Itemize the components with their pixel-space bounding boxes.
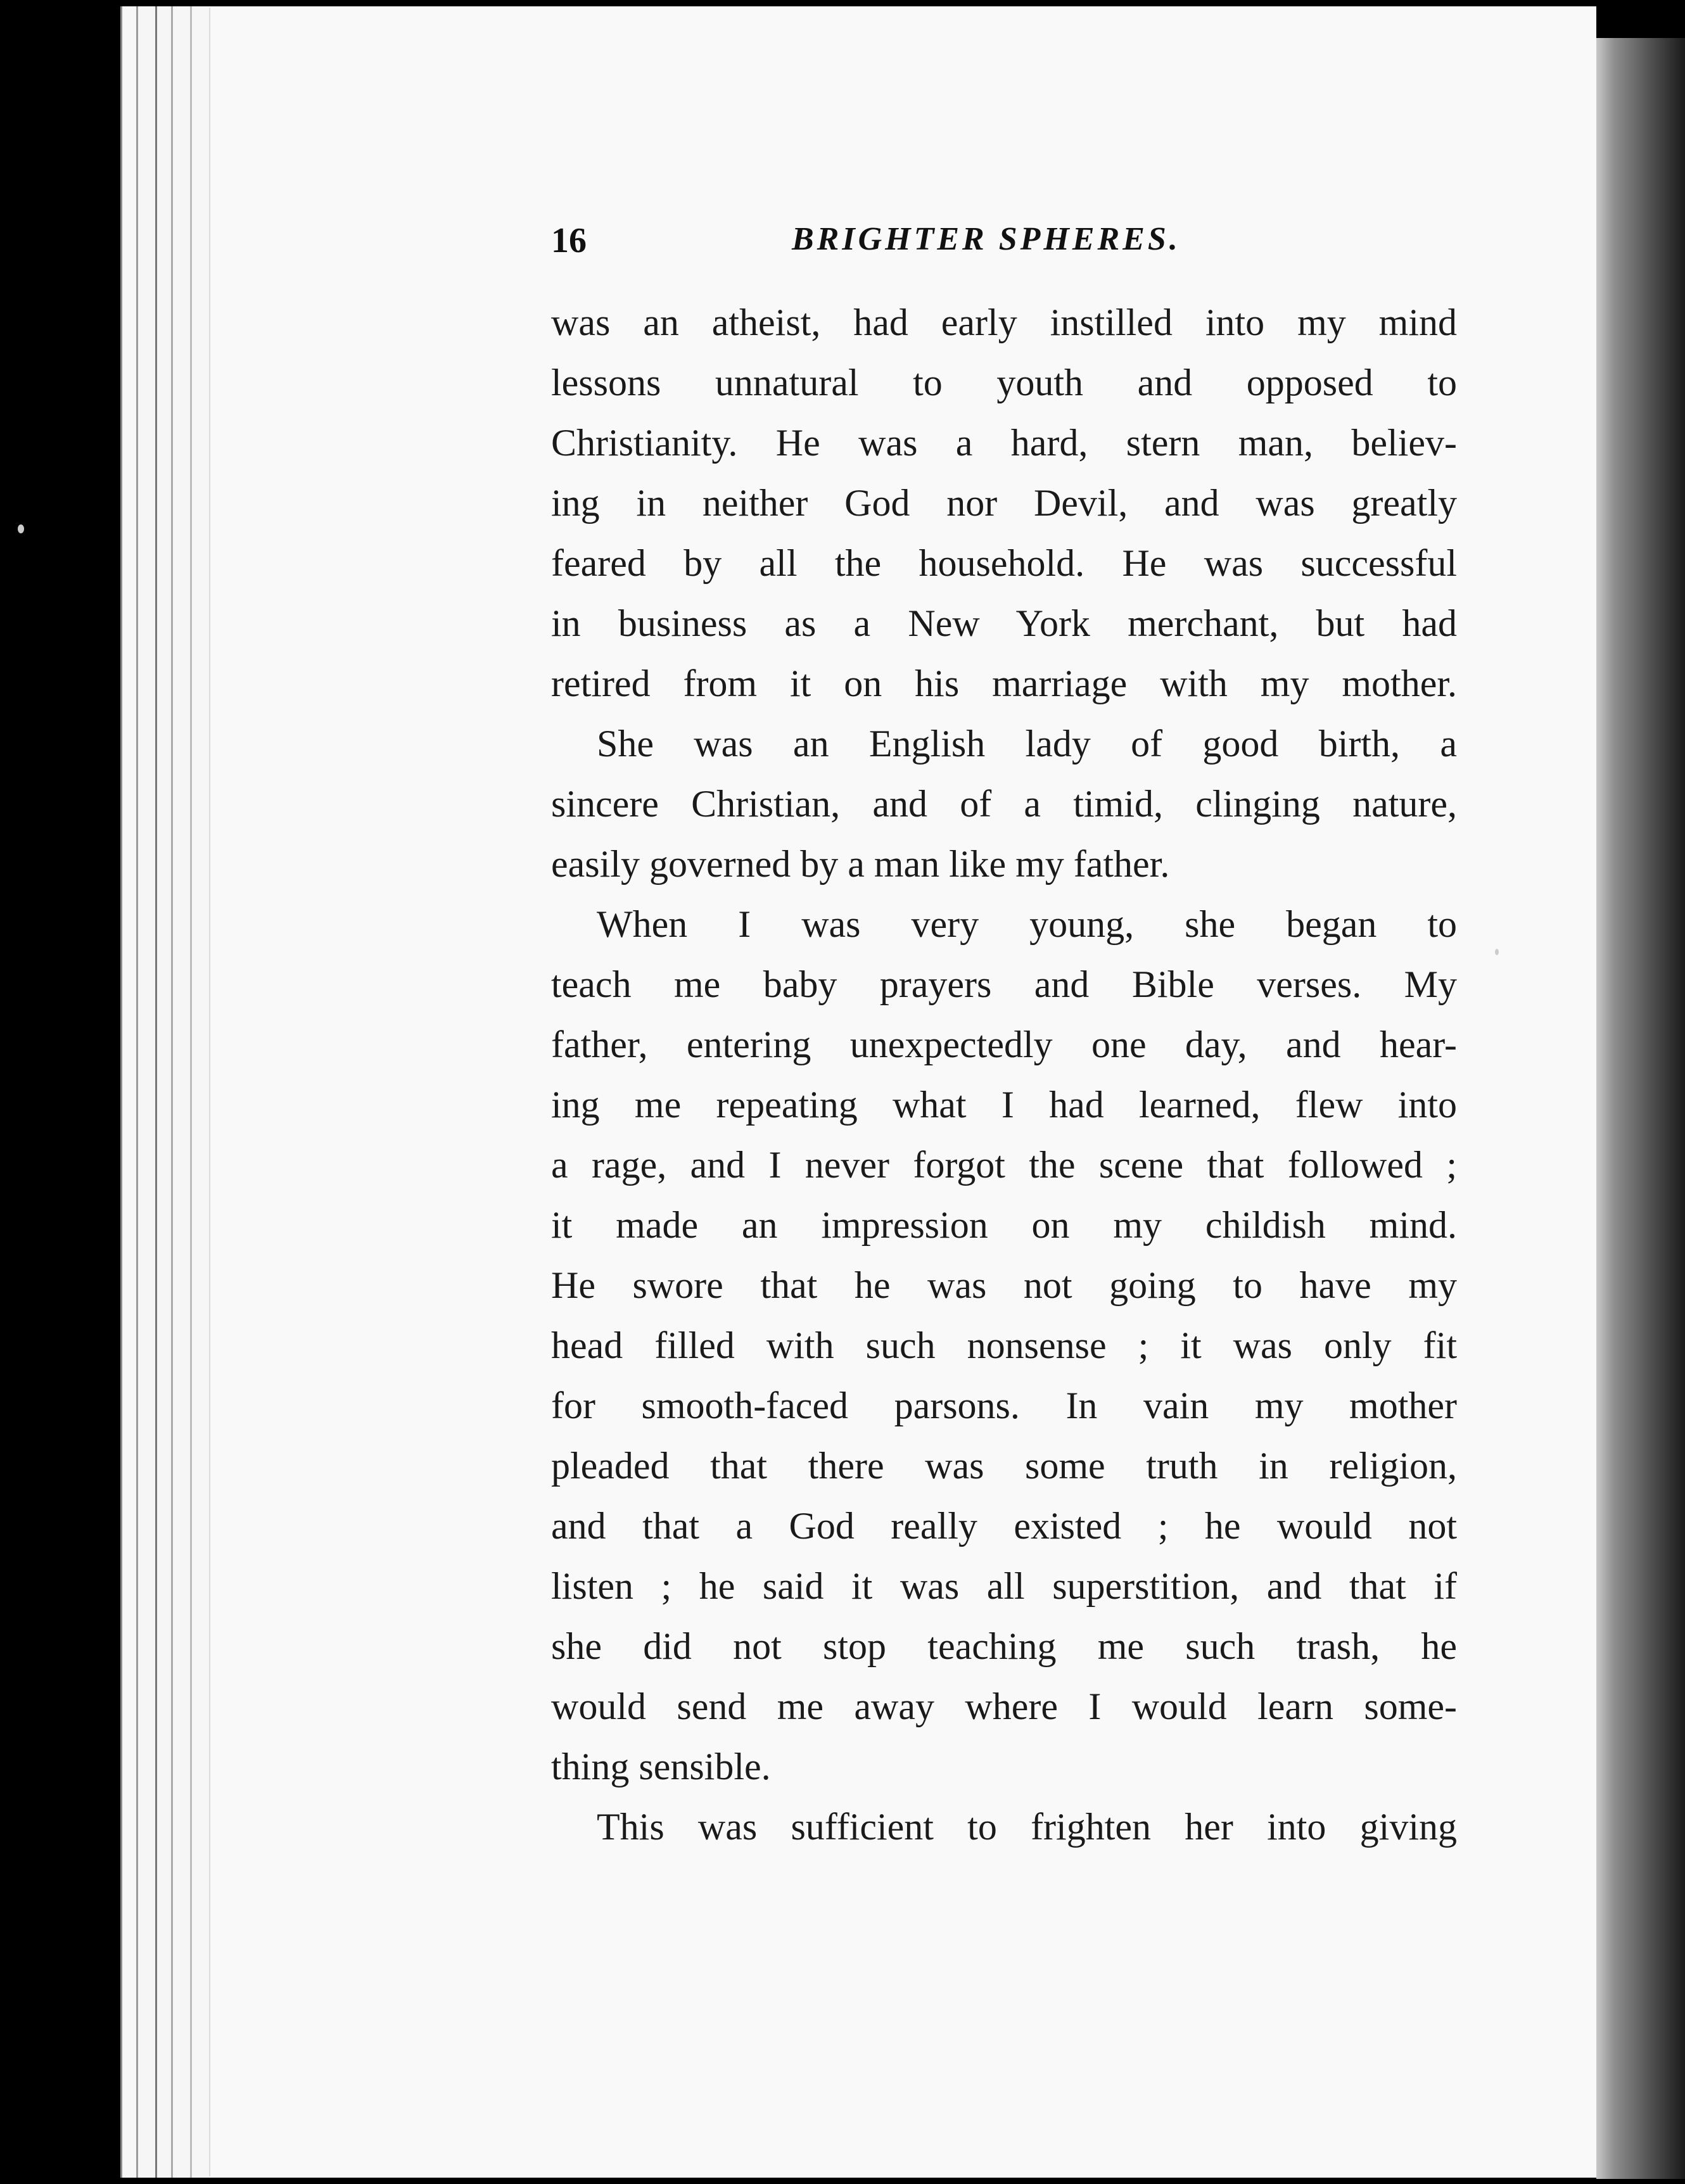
text-line: thing sensible. bbox=[551, 1746, 771, 1787]
text-line: in business as a New York merchant, but had bbox=[551, 602, 1457, 644]
page-number: 16 bbox=[551, 221, 587, 260]
text-line: would send me away where I would learn some- bbox=[551, 1686, 1457, 1727]
binding-gutter-top bbox=[1596, 0, 1685, 38]
text-line: ing me repeating what I had learned, flew into bbox=[551, 1084, 1457, 1126]
text-line: When I was very young, she began to bbox=[597, 903, 1457, 945]
text-line: father, entering unexpectedly one day, and hear- bbox=[551, 1024, 1457, 1065]
text-line: a rage, and I never forgot the scene that followed ; bbox=[551, 1144, 1457, 1186]
body-text bbox=[551, 293, 1457, 1857]
text-line: This was sufficient to frighten her into giving bbox=[597, 1806, 1457, 1848]
text-line: feared by all the household. He was successful bbox=[551, 542, 1457, 584]
text-line: He swore that he was not going to have my bbox=[551, 1264, 1457, 1306]
dust-speck bbox=[18, 524, 24, 533]
text-line: ing in neither God nor Devil, and was greatly bbox=[551, 482, 1457, 524]
text-line: lessons unnatural to youth and opposed to bbox=[551, 362, 1457, 403]
dust-speck bbox=[1495, 949, 1499, 955]
running-head: BRIGHTER SPHERES. bbox=[792, 221, 1181, 257]
text-line: head filled with such nonsense ; it was only fit bbox=[551, 1324, 1457, 1366]
text-line: She was an English lady of good birth, a bbox=[597, 723, 1457, 765]
text-line: retired from it on his marriage with my mother. bbox=[551, 663, 1457, 704]
text-line: teach me baby prayers and Bible verses. My bbox=[551, 963, 1457, 1005]
text-line: easily governed by a man like my father. bbox=[551, 843, 1170, 885]
text-line: listen ; he said it was all superstition, and that if bbox=[551, 1565, 1457, 1607]
text-line: pleaded that there was some truth in religion, bbox=[551, 1445, 1457, 1487]
binding-gutter bbox=[1596, 25, 1685, 2179]
text-line: she did not stop teaching me such trash, he bbox=[551, 1625, 1457, 1667]
page-header bbox=[551, 220, 1210, 271]
text-line: for smooth-faced parsons. In vain my mother bbox=[551, 1385, 1457, 1426]
text-line: was an atheist, had early instilled into my mind bbox=[551, 302, 1457, 343]
text-line: it made an impression on my childish mind. bbox=[551, 1204, 1457, 1246]
text-line: Christianity. He was a hard, stern man, believ- bbox=[551, 422, 1457, 464]
text-line: sincere Christian, and of a timid, clinging nature, bbox=[551, 783, 1457, 825]
text-line: and that a God really existed ; he would not bbox=[551, 1505, 1457, 1547]
